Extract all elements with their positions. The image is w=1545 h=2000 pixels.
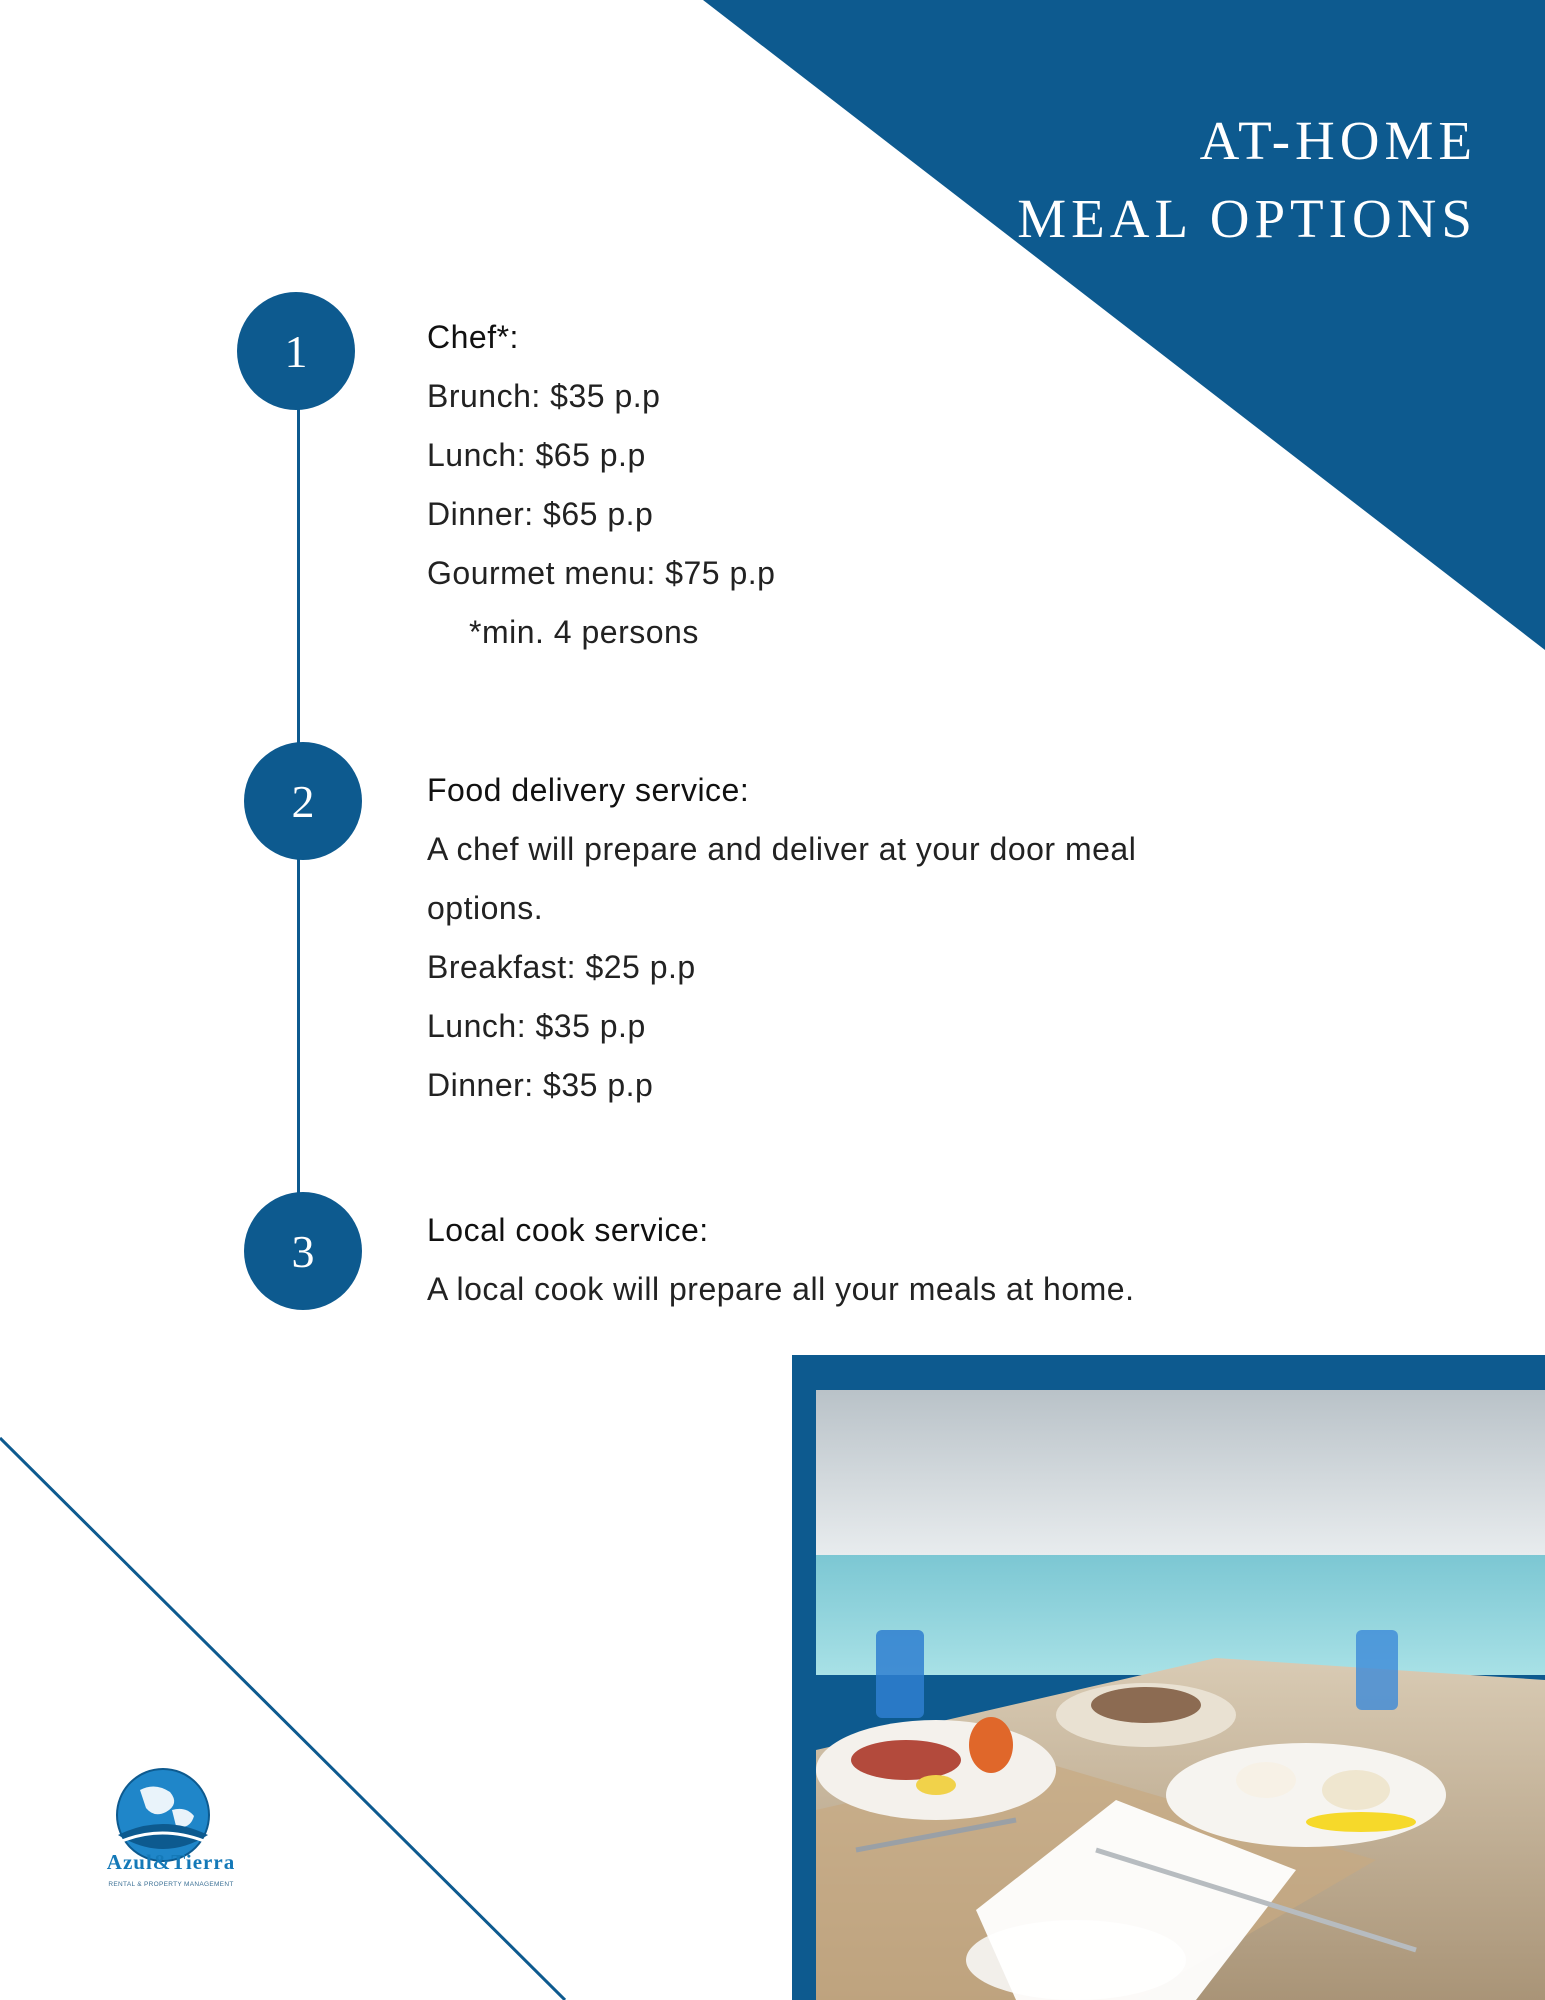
chef-heading: Chef*: — [427, 319, 519, 355]
chef-minimum-note: *min. 4 persons — [469, 614, 699, 650]
local-cook-heading: Local cook service: — [427, 1212, 709, 1248]
step-1-circle — [237, 292, 355, 410]
seaside-breakfast-table-photo-icon — [816, 1390, 1545, 2000]
logo-name: Azul&Tierra — [106, 1850, 236, 1874]
local-cook-description: A local cook will prepare all your meals at home. — [427, 1271, 1135, 1307]
chef-lunch-price: Lunch: $65 p.p — [427, 437, 646, 473]
food-delivery-section — [427, 761, 1136, 1115]
step-3-number: 3 — [291, 1225, 315, 1277]
seaside-breakfast-photo — [816, 1390, 1545, 2000]
page-title — [1017, 102, 1477, 258]
step-2-circle — [244, 742, 362, 860]
chef-section — [427, 308, 775, 662]
logo-tagline: RENTAL & PROPERTY MANAGEMENT — [108, 1881, 234, 1888]
chef-gourmet-price: Gourmet menu: $75 p.p — [427, 555, 776, 591]
chef-brunch-price: Brunch: $35 p.p — [427, 378, 661, 414]
azul-tierra-logo — [80, 1765, 260, 1925]
food-delivery-lunch-price: Lunch: $35 p.p — [427, 1008, 646, 1044]
step-1-number: 1 — [284, 325, 308, 377]
step-2-number: 2 — [291, 775, 315, 827]
page-title-line-1: AT-HOME — [1199, 110, 1477, 171]
food-delivery-description-2: options. — [427, 890, 544, 926]
food-delivery-dinner-price: Dinner: $35 p.p — [427, 1067, 654, 1103]
top-right-blue-triangle — [703, 0, 1545, 650]
local-cook-section — [427, 1201, 1134, 1319]
page-title-line-2: MEAL OPTIONS — [1017, 188, 1477, 249]
food-delivery-breakfast-price: Breakfast: $25 p.p — [427, 949, 696, 985]
chef-dinner-price: Dinner: $65 p.p — [427, 496, 654, 532]
food-delivery-description-1: A chef will prepare and deliver at your door meal — [427, 831, 1137, 867]
step-3-circle — [244, 1192, 362, 1310]
food-delivery-heading: Food delivery service: — [427, 772, 750, 808]
